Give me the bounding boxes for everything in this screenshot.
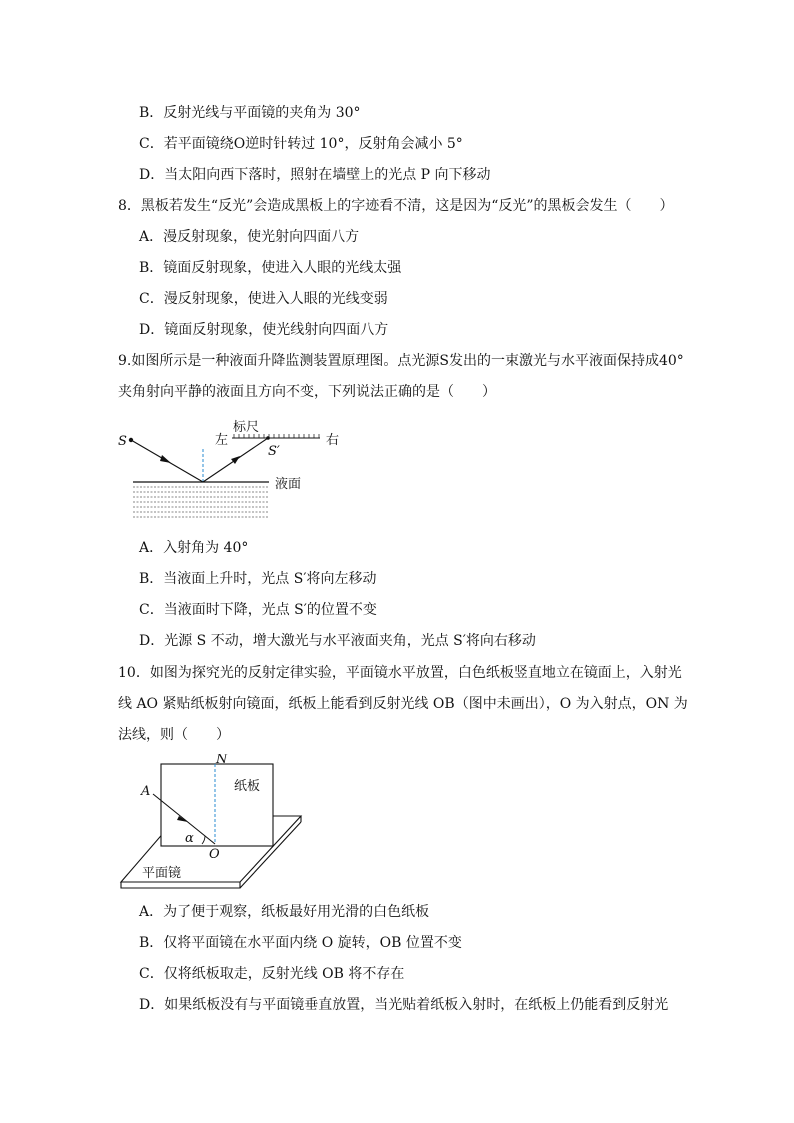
q8-option-a: A．漫反射现象，使光射向四面八方 bbox=[139, 229, 360, 245]
q10-figure-reflection-experiment bbox=[118, 754, 308, 894]
q10-option-d: D．如果纸板没有与平面镜垂直放置，当光贴着纸板入射时，在纸板上仍能看到反射光 bbox=[139, 997, 669, 1013]
label-n: N bbox=[216, 754, 228, 767]
label-ruler: 标尺 bbox=[233, 420, 260, 435]
label-board: 纸板 bbox=[234, 779, 261, 794]
q8-stem: 8．黑板若发生“反光”会造成黑板上的字迹看不清，这是因为“反光”的黑板会发生（ ） bbox=[118, 198, 674, 214]
incident-arrow-icon bbox=[160, 455, 171, 463]
q8-option-b: B．镜面反射现象，使进入人眼的光线太强 bbox=[139, 260, 402, 276]
q7-option-c: C．若平面镜绕O逆时针转过 10°，反射角会减小 5° bbox=[139, 136, 463, 152]
q9-figure-liquid-level-monitor bbox=[115, 414, 355, 526]
q9-stem-line1: 9.如图所示是一种液面升降监测装置原理图。点光源S发出的一束激光与水平液面保持成40° bbox=[118, 353, 684, 369]
q9-option-c: C．当液面时下降，光点 S′的位置不变 bbox=[139, 602, 377, 618]
light-spot-s-prime bbox=[266, 436, 270, 440]
label-right: 右 bbox=[326, 433, 340, 448]
label-liquid: 液面 bbox=[275, 477, 302, 492]
label-s-prime: S′ bbox=[268, 444, 280, 459]
label-alpha: α bbox=[185, 831, 194, 846]
reflected-arrow-icon bbox=[231, 456, 240, 464]
label-left: 左 bbox=[215, 433, 229, 448]
label-o: O bbox=[209, 847, 220, 862]
q8-option-d: D．镜面反射现象，使光线射向四面八方 bbox=[139, 322, 389, 338]
q10-option-b: B．仅将平面镜在水平面内绕 O 旋转，OB 位置不变 bbox=[139, 935, 462, 951]
q9-stem-line2: 夹角射向平静的液面且方向不变，下列说法正确的是（ ） bbox=[118, 384, 496, 400]
q10-option-a: A．为了便于观察，纸板最好用光滑的白色纸板 bbox=[139, 904, 430, 920]
q7-option-d: D．当太阳向西下落时，照射在墙壁上的光点 P 向下移动 bbox=[139, 167, 491, 183]
q10-stem-line1: 10．如图为探究光的反射定律实验，平面镜水平放置，白色纸板竖直地立在镜面上，入射光 bbox=[118, 665, 682, 681]
paper-board bbox=[161, 764, 273, 846]
q10-stem-line3: 法线，则（ ） bbox=[118, 727, 230, 743]
q9-option-b: B．当液面上升时，光点 S′将向左移动 bbox=[139, 571, 377, 587]
liquid-body-hatching bbox=[133, 487, 269, 517]
q10-option-c: C．仅将纸板取走，反射光线 OB 将不存在 bbox=[139, 966, 405, 982]
q9-option-d: D．光源 S 不动，增大激光与水平液面夹角，光点 S′将向右移动 bbox=[139, 633, 536, 649]
q9-option-a: A．入射角为 40° bbox=[139, 540, 249, 556]
q8-option-c: C．漫反射现象，使进入人眼的光线变弱 bbox=[139, 291, 388, 307]
q7-option-b: B．反射光线与平面镜的夹角为 30° bbox=[139, 105, 361, 121]
label-mirror: 平面镜 bbox=[142, 866, 182, 881]
label-s: S bbox=[118, 434, 127, 449]
q10-stem-line2: 线 AO 紧贴纸板射向镜面，纸板上能看到反射光线 OB（图中未画出），O 为入射点，ON 为 bbox=[118, 696, 688, 712]
label-a: A bbox=[141, 784, 151, 799]
